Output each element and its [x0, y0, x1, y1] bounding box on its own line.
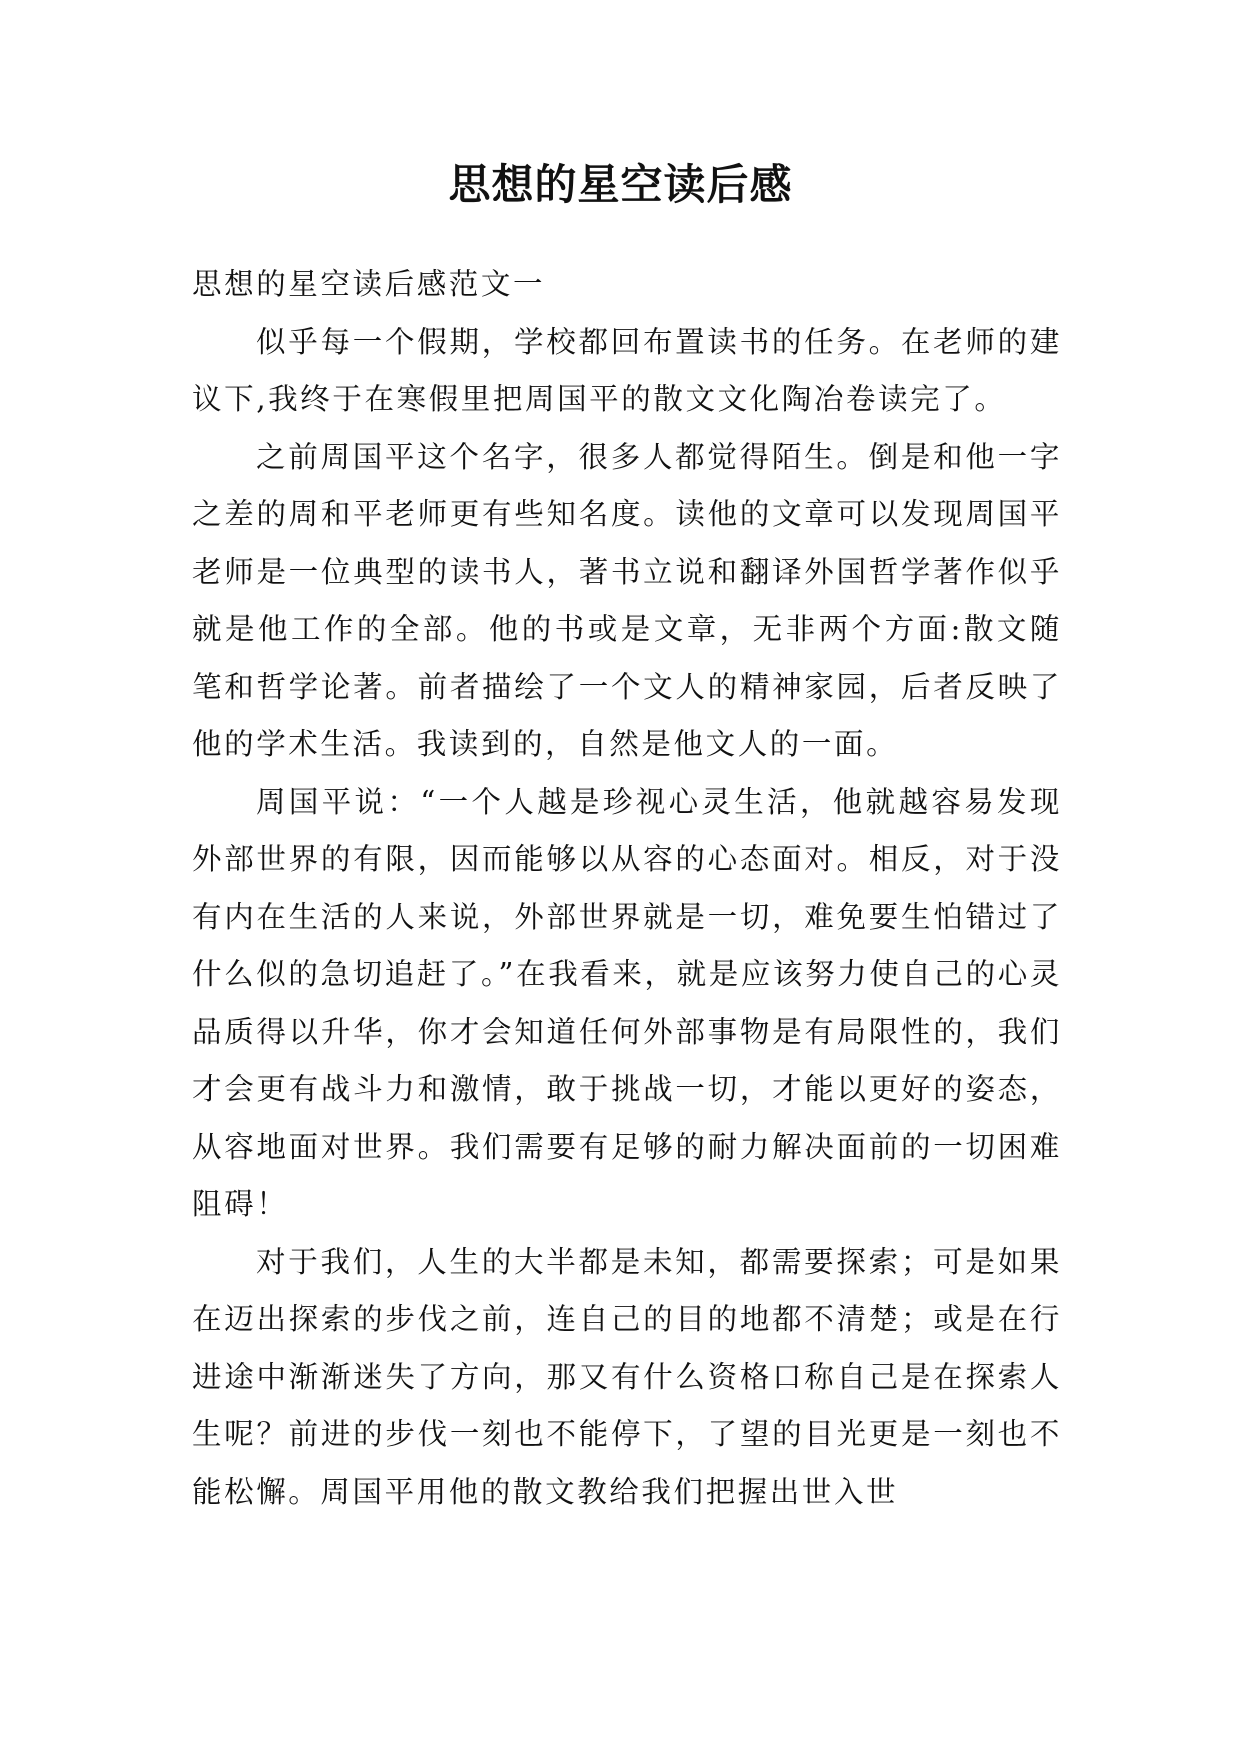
document-body: [192, 256, 1062, 1521]
paragraph-1: 似乎每一个假期，学校都回布置读书的任务。在老师的建议下,我终于在寒假里把周国平的散文文化陶冶卷读完了。: [192, 324, 1062, 416]
paragraph-4: 对于我们，人生的大半都是未知，都需要探索；可是如果在迈出探索的步伐之前，连自己的目的地都不清楚；或是在行进途中渐渐迷失了方向，那又有什么资格口称自己是在探索人生呢？前进的步伐一刻也不能停下，了望的目光更是一刻也不能松懈。周国平用他的散文教给我们把握出世入世: [192, 1244, 1062, 1509]
section-heading: 思想的星空读后感范文一: [192, 267, 546, 301]
paragraph-3: 周国平说：“一个人越是珍视心灵生活，他就越容易发现外部世界的有限，因而能够以从容的心态面对。相反，对于没有内在生活的人来说，外部世界就是一切，难免要生怕错过了什么似的急切追赶了。”在我看来，就是应该努力使自己的心灵品质得以升华，你才会知道任何外部事物是有局限性的，我们才会更有战斗力和激情，敢于挑战一切，才能以更好的姿态，从容地面对世界。我们需要有足够的耐力解决面前的一切困难阻碍！: [192, 784, 1062, 1221]
paragraph-2: 之前周国平这个名字，很多人都觉得陌生。倒是和他一字之差的周和平老师更有些知名度。读他的文章可以发现周国平老师是一位典型的读书人，著书立说和翻译外国哲学著作似乎就是他工作的全部。他的书或是文章，无非两个方面:散文随笔和哲学论著。前者描绘了一个文人的精神家园，后者反映了他的学术生活。我读到的，自然是他文人的一面。: [192, 439, 1062, 761]
page-title: 思想的星空读后感: [448, 160, 793, 209]
